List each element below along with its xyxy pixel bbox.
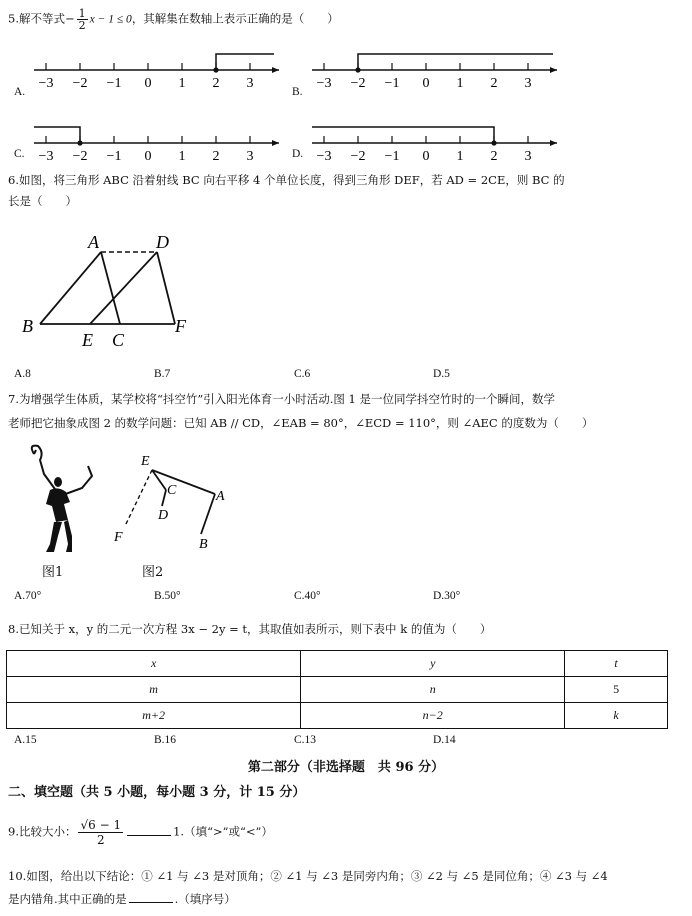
tick-label: −1 [106,149,122,164]
tick-label: −2 [350,149,366,164]
q9-stem: 9.比较大小： $\frac{√6 - 1}{2}$ 1.（填“>”或“<”） [8,818,273,847]
axis-arrow [272,140,279,146]
q6-option-d[interactable]: D.5 [433,368,450,380]
q6-stem-line1: 6.如图，将三角形 ABC 沿着射线 BC 向右平移 4 个单位长度，得到三角形 DEF，若 AD = 2CE，则 BC 的 [8,173,565,187]
q7-stem-line1: 7.为增强学生体质，某学校将“抖空竹”引入阳光体育一小时活动.图 1 是一位同学抖空竹时的一个瞬间，数学 [8,392,556,406]
q6-label-e: E [82,330,93,350]
tick-label: −1 [384,76,400,91]
tick-label: −2 [72,149,88,164]
tick-label: −2 [350,76,366,91]
q7-figure-2 [105,448,245,560]
q7-option-a[interactable]: A.70° [14,590,42,602]
q5-option-a[interactable]: A. [14,86,26,98]
table-cell: x [7,651,301,677]
tick-label: −2 [72,76,88,91]
tick-label: 2 [490,149,498,164]
q10-stem-line2: 是内错角.其中正确的是 .（填序号） [8,892,236,906]
q8-option-d[interactable]: D.14 [433,734,456,746]
tick-label: 3 [524,149,532,164]
tick-label: −3 [316,76,332,91]
q6-label-c: C [112,330,125,350]
q6-label-d: D [156,232,169,252]
q6-option-b[interactable]: B.7 [154,368,171,380]
q6-label-b: B [22,316,33,336]
tick-label: −3 [38,149,54,164]
q6-option-c[interactable]: C.6 [294,368,311,380]
q5-number-lines [0,48,692,168]
q7-stem-line2: 老师把它抽象成图 2 的数学问题：已知 AB // CD，∠EAB = 80°，∠ECD = 110°，则 ∠AEC 的度数为（ ） [8,416,594,430]
q9-answer-blank[interactable] [127,835,171,836]
q8-option-a[interactable]: A.15 [14,734,37,746]
q6-label-a: A [88,232,99,252]
solution-ray [216,54,274,70]
solution-endpoint [77,140,82,145]
q9-fraction: $\frac{√6 - 1}{2}$ [80,818,122,847]
solution-ray [34,127,80,143]
tick-label: 1 [178,76,186,91]
q5-fraction: $\frac{1}{2}$ [78,7,86,32]
tick-label: 1 [456,76,464,91]
q6-stem-line2: 长是（ ） [8,194,77,208]
q6-label-f: F [175,316,186,336]
q7-figure-1 [10,440,110,565]
axis-arrow [272,67,279,73]
table-cell: 5 [565,677,668,703]
tick-label: 2 [212,149,220,164]
tick-label: 1 [178,149,186,164]
section-two-heading: 二、填空题（共 5 小题，每小题 3 分，计 15 分） [8,785,306,800]
table-cell: m+2 [7,703,301,729]
table-cell: m [7,677,301,703]
q5-option-c[interactable]: C. [14,148,25,160]
q10-stem-line1: 10.如图，给出以下结论：① ∠1 与 ∠3 是对顶角；② ∠1 与 ∠3 是同旁内角；③ ∠2 与 ∠5 是同位角；④ ∠3 与 ∠4 [8,869,608,883]
q5-stem: 5.解不等式− $\frac{1}{2}$ x − 1 ≤ 0，其解集在数轴上表示正确的是（ ） [8,7,339,32]
number-line-b [312,54,557,91]
q7-label-a: A [216,489,225,504]
table-cell: t [565,651,668,677]
solution-ray [312,127,494,143]
q7-option-b[interactable]: B.50° [154,590,181,602]
tick-label: 0 [422,76,430,91]
q8-option-b[interactable]: B.16 [154,734,177,746]
tick-label: 1 [456,149,464,164]
q7-fig2-caption: 图2 [142,565,164,580]
q7-label-c: C [167,483,177,498]
q5-option-d[interactable]: D. [292,148,304,160]
number-line-d [312,127,557,164]
axis-arrow [550,67,557,73]
table-row [7,703,668,729]
number-line-c [34,127,279,164]
tick-label: −1 [106,76,122,91]
tick-label: 0 [422,149,430,164]
q7-label-f: F [114,530,123,545]
solution-endpoint [213,67,218,72]
number-line-a [34,54,279,91]
q7-label-e: E [141,454,150,469]
tick-label: −1 [384,149,400,164]
axis-arrow [550,140,557,146]
table-cell: n−2 [301,703,565,729]
table-cell: y [301,651,565,677]
q7-label-d: D [158,508,169,523]
tick-label: −3 [38,76,54,91]
solution-endpoint [491,140,496,145]
tick-label: 3 [246,149,254,164]
tick-label: 2 [212,76,220,91]
q10-answer-blank[interactable] [129,902,173,903]
table-cell: k [565,703,668,729]
q6-option-a[interactable]: A.8 [14,368,31,380]
table-row [7,677,668,703]
q8-table [6,650,668,729]
q6-figure [0,220,220,355]
q7-label-b: B [199,537,208,552]
tick-label: 3 [246,76,254,91]
tick-label: 3 [524,76,532,91]
table-row [7,651,668,677]
solution-endpoint [355,67,360,72]
q7-fig1-caption: 图1 [42,565,64,580]
solution-ray [358,54,553,70]
q7-option-d[interactable]: D.30° [433,590,461,602]
q8-option-c[interactable]: C.13 [294,734,317,746]
tick-label: −3 [316,149,332,164]
q7-option-c[interactable]: C.40° [294,590,321,602]
q5-option-b[interactable]: B. [292,86,303,98]
q8-stem: 8.已知关于 x，y 的二元一次方程 3x − 2y = t，其取值如表所示，则下表中 k 的值为（ ） [8,622,492,636]
tick-label: 0 [144,76,152,91]
part-two-heading: 第二部分（非选择题 共 96 分） [247,760,445,775]
tick-label: 0 [144,149,152,164]
tick-label: 2 [490,76,498,91]
table-cell: n [301,677,565,703]
